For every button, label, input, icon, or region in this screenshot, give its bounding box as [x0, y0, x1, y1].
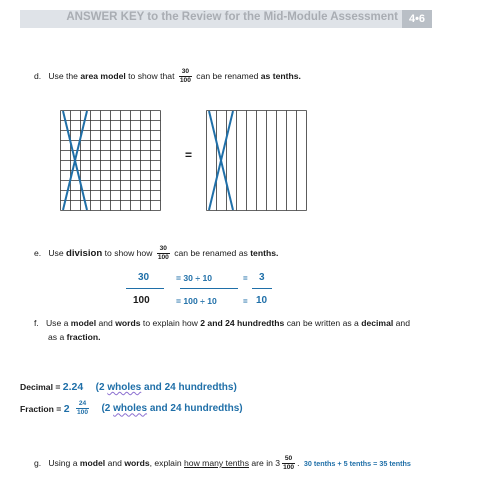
work-equals-bottom: = [243, 297, 248, 306]
problem-e-letter: e. [34, 247, 42, 258]
work-numerator-left: 30 [138, 272, 150, 283]
work-denominator-division: = 100 ÷ 10 [176, 296, 217, 306]
decimal-label: Decimal = [20, 382, 63, 392]
work-equals-top: = [243, 274, 248, 283]
decimal-value: 2.24 [62, 381, 84, 393]
problem-d-prompt: d. Use the area model to show that $\frac{30}{100}$ can be renamed as tenths. [34, 68, 301, 84]
work-denominator-left: 100 [133, 295, 150, 306]
problem-f-prompt-line2: as a fraction. [48, 332, 101, 342]
work-numerator-result: 3 [259, 272, 265, 283]
work-numerator-division: = 30 ÷ 10 [176, 273, 213, 283]
header-bar [20, 10, 432, 28]
problem-e-prompt: e. Use division to show how $\frac{30}{100}$ can be renamed as tenths. [34, 245, 279, 261]
fraction-bar-mid [180, 288, 238, 289]
problem-f-prompt-line1: f. Use a model and words to explain how 2 and 24 hundredths can be written as a decimal and [34, 318, 410, 328]
fraction-label: Fraction = [20, 403, 64, 414]
problem-g-prompt: g. Using a model and words, explain how many tenths are in 3 $\frac{50}{100}$ . 30 tenths + 5 tenths = 35 tenths [34, 455, 411, 471]
fraction-24-100: $\frac{24}{100}$ [77, 400, 89, 417]
fraction-30-100-e: $\frac{30}{100}$ [157, 245, 169, 261]
fraction-50-100: $\frac{50}{100}$ [283, 455, 295, 471]
module-badge: 4•6 [402, 10, 432, 28]
problem-g-answer: 30 tenths + 5 tenths = 35 tenths [303, 458, 411, 468]
fraction-bar-right [252, 288, 272, 289]
problem-f-letter: f. [34, 318, 39, 328]
models-equal-sign: = [185, 148, 193, 162]
work-denominator-result: 10 [256, 295, 268, 306]
fraction-explanation: (2 wholes and 24 hundredths) [101, 403, 243, 415]
problem-g-letter: g. [34, 457, 42, 468]
decimal-explanation: (2 wholes and 24 hundredths) [95, 382, 237, 393]
problem-d-letter: d. [34, 70, 42, 81]
tenths-grid [206, 110, 307, 211]
fraction-whole: 2 [63, 402, 70, 415]
hundredths-grid [60, 110, 161, 211]
decimal-answer-row [20, 377, 237, 395]
fraction-30-100: $\frac{30}{100}$ [179, 68, 191, 84]
fraction-bar-left [126, 288, 164, 289]
fraction-answer-row [20, 400, 243, 418]
header-title: ANSWER KEY to the Review for the Mid-Module Assessment [66, 11, 398, 23]
